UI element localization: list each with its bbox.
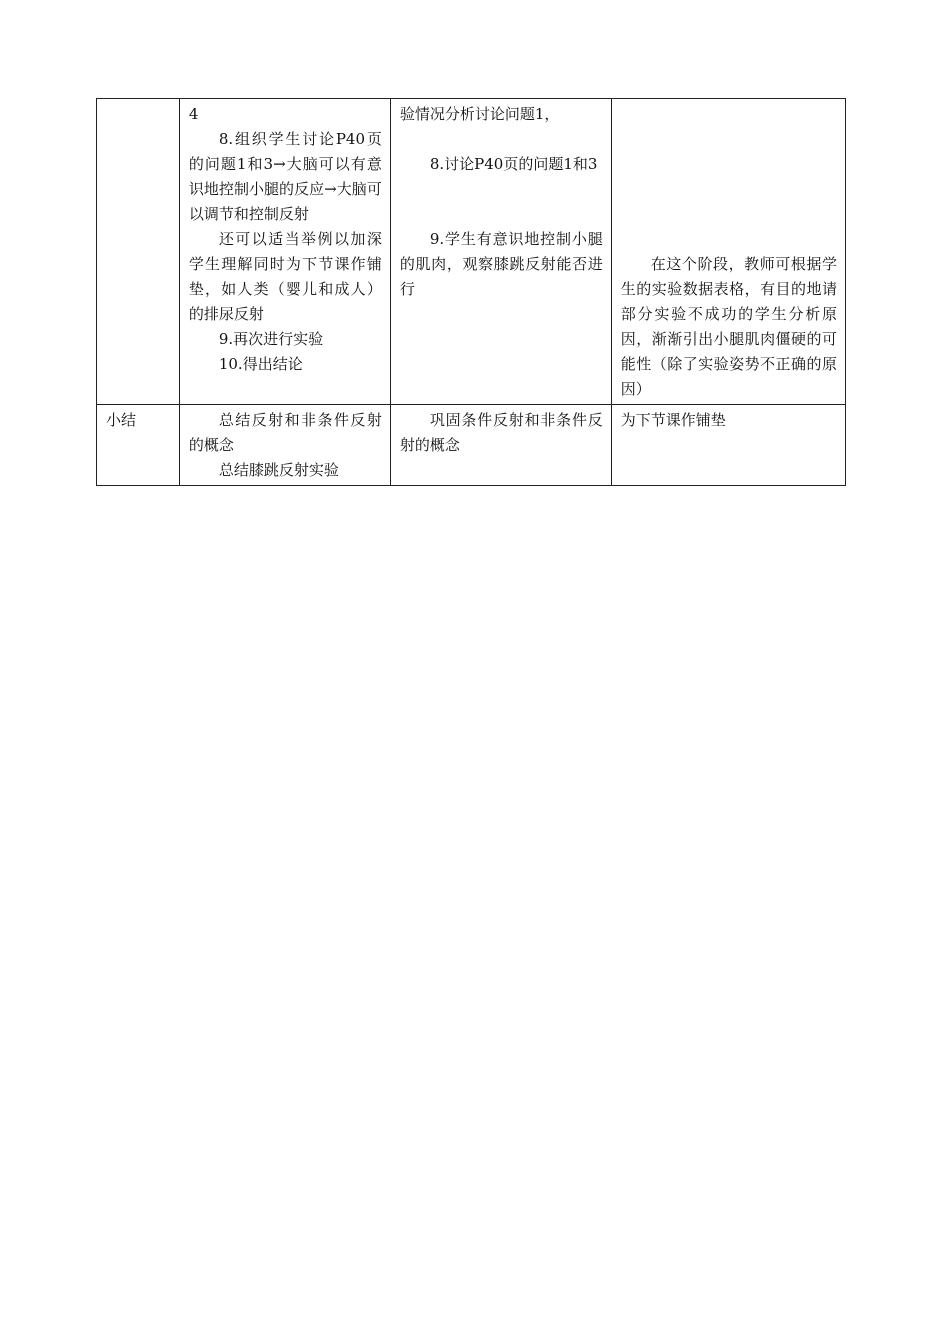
design-notes-cell xyxy=(611,405,845,486)
student-activity-cell xyxy=(390,99,611,405)
teacher-activity-cell xyxy=(179,99,390,405)
student-step-9: 9.学生有意识地控制小腿的肌肉，观察膝跳反射能否进行 xyxy=(399,230,603,298)
teacher-step-10: 10.得出结论 xyxy=(218,355,303,373)
table-row xyxy=(97,99,846,405)
teacher-activity-cell xyxy=(179,405,390,486)
teacher-step-8: 8.组织学生讨论P40页的问题1和3→大脑可以有意识地控制小腿的反应→大脑可以调节和控制反射 xyxy=(188,130,382,223)
teacher-line-continued: 4 xyxy=(188,105,199,123)
table-row xyxy=(97,405,846,486)
design-notes-cell xyxy=(611,99,845,405)
lesson-plan-table xyxy=(96,98,846,486)
student-summary: 巩固条件反射和非条件反射的概念 xyxy=(399,411,603,454)
student-line-continued: 验情况分析讨论问题1， xyxy=(399,105,560,123)
teacher-extra-note: 还可以适当举例以加深学生理解同时为下节课作铺垫，如人类（婴儿和成人）的排尿反射 xyxy=(188,230,382,323)
teacher-summary-1: 总结反射和非条件反射的概念 xyxy=(188,411,382,454)
teacher-step-9: 9.再次进行实验 xyxy=(218,330,324,348)
design-note: 为下节课作铺垫 xyxy=(620,411,726,429)
design-note: 在这个阶段，教师可根据学生的实验数据表格，有目的地请部分实验不成功的学生分析原因，渐渐引出小腿肌肉僵硬的可能性（除了实验姿势不正确的原因） xyxy=(620,255,837,398)
stage-label: 小结 xyxy=(106,411,137,429)
student-activity-cell xyxy=(390,405,611,486)
teacher-summary-2: 总结膝跳反射实验 xyxy=(218,461,339,479)
student-step-8: 8.讨论P40页的问题1和3 xyxy=(429,155,598,173)
stage-cell xyxy=(97,405,180,486)
stage-cell xyxy=(97,99,180,405)
